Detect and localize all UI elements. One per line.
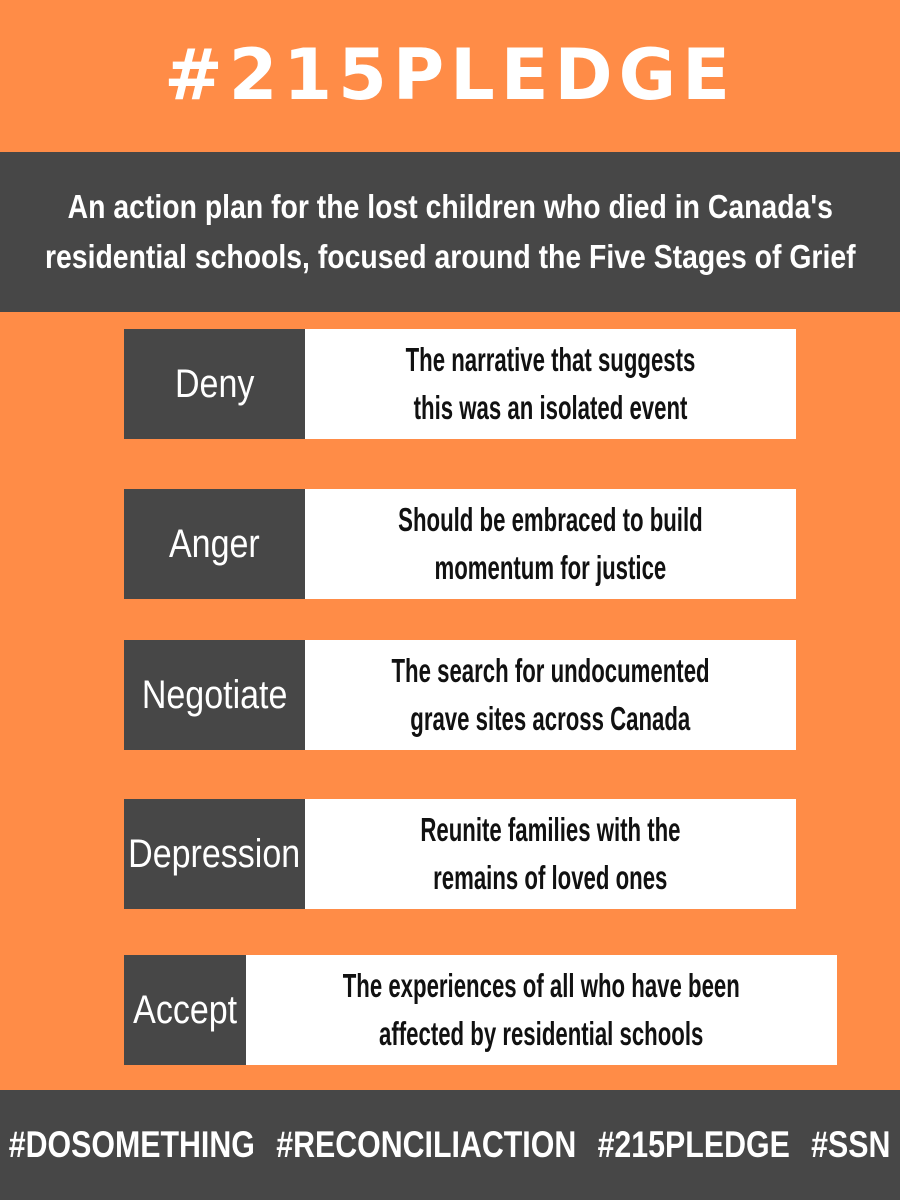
stage-description-box	[305, 799, 796, 909]
stage-description-line-2: this was an isolated event	[413, 389, 688, 426]
stage-description-box	[305, 640, 796, 750]
stage-description-box	[305, 489, 796, 599]
subtitle-banner	[0, 152, 900, 312]
hashtag: #215PLEDGE	[597, 1124, 791, 1165]
hashtag: #SSN	[811, 1124, 891, 1165]
hashtag: #RECONCILIACTION	[276, 1124, 577, 1165]
stage-description-line-1: The search for undocumented	[391, 652, 710, 689]
stage-description	[357, 647, 745, 743]
stage-description-line-2: affected by residential schools	[379, 1015, 704, 1052]
stage-row-depression	[124, 799, 796, 909]
subtitle	[45, 182, 856, 282]
stage-name-box	[124, 955, 246, 1065]
stage-description-box	[305, 329, 796, 439]
stage-name-box	[124, 640, 305, 750]
stage-name: Deny	[174, 361, 255, 406]
stage-name: Negotiate	[141, 672, 288, 717]
stage-name-box	[124, 329, 305, 439]
stage-name: Depression	[128, 831, 301, 876]
stage-description-line-2: remains of loved ones	[433, 859, 668, 896]
stage-name-box	[124, 799, 305, 909]
page-title: #215PLEDGE	[164, 34, 736, 116]
stage-name-box	[124, 489, 305, 599]
subtitle-line-1: An action plan for the lost children who died in Canada's	[67, 188, 833, 225]
stage-description-line-2: grave sites across Canada	[410, 700, 691, 737]
stage-row-anger	[124, 489, 796, 599]
hashtag-list	[9, 1124, 891, 1166]
hashtag: #DOSOMETHING	[9, 1124, 256, 1165]
subtitle-line-2: residential schools, focused around the Five Stages of Grief	[44, 238, 856, 275]
stage-description	[392, 806, 709, 902]
stage-description-box	[246, 955, 837, 1065]
stage-name: Anger	[169, 521, 260, 566]
stage-description	[365, 496, 736, 592]
stage-row-deny	[124, 329, 796, 439]
stage-row-accept	[124, 955, 796, 1065]
stage-description-line-1: The experiences of all who have been	[343, 967, 741, 1004]
stage-name: Accept	[133, 987, 238, 1032]
stage-description-line-1: Reunite families with the	[420, 811, 681, 848]
stage-description-line-2: momentum for justice	[434, 549, 667, 586]
stage-description	[299, 962, 783, 1058]
footer-banner	[0, 1090, 900, 1200]
stage-row-negotiate	[124, 640, 796, 750]
stage-description-line-1: Should be embraced to build	[398, 501, 703, 538]
stage-description-line-1: The narrative that suggests	[405, 341, 696, 378]
stage-description	[374, 336, 727, 432]
